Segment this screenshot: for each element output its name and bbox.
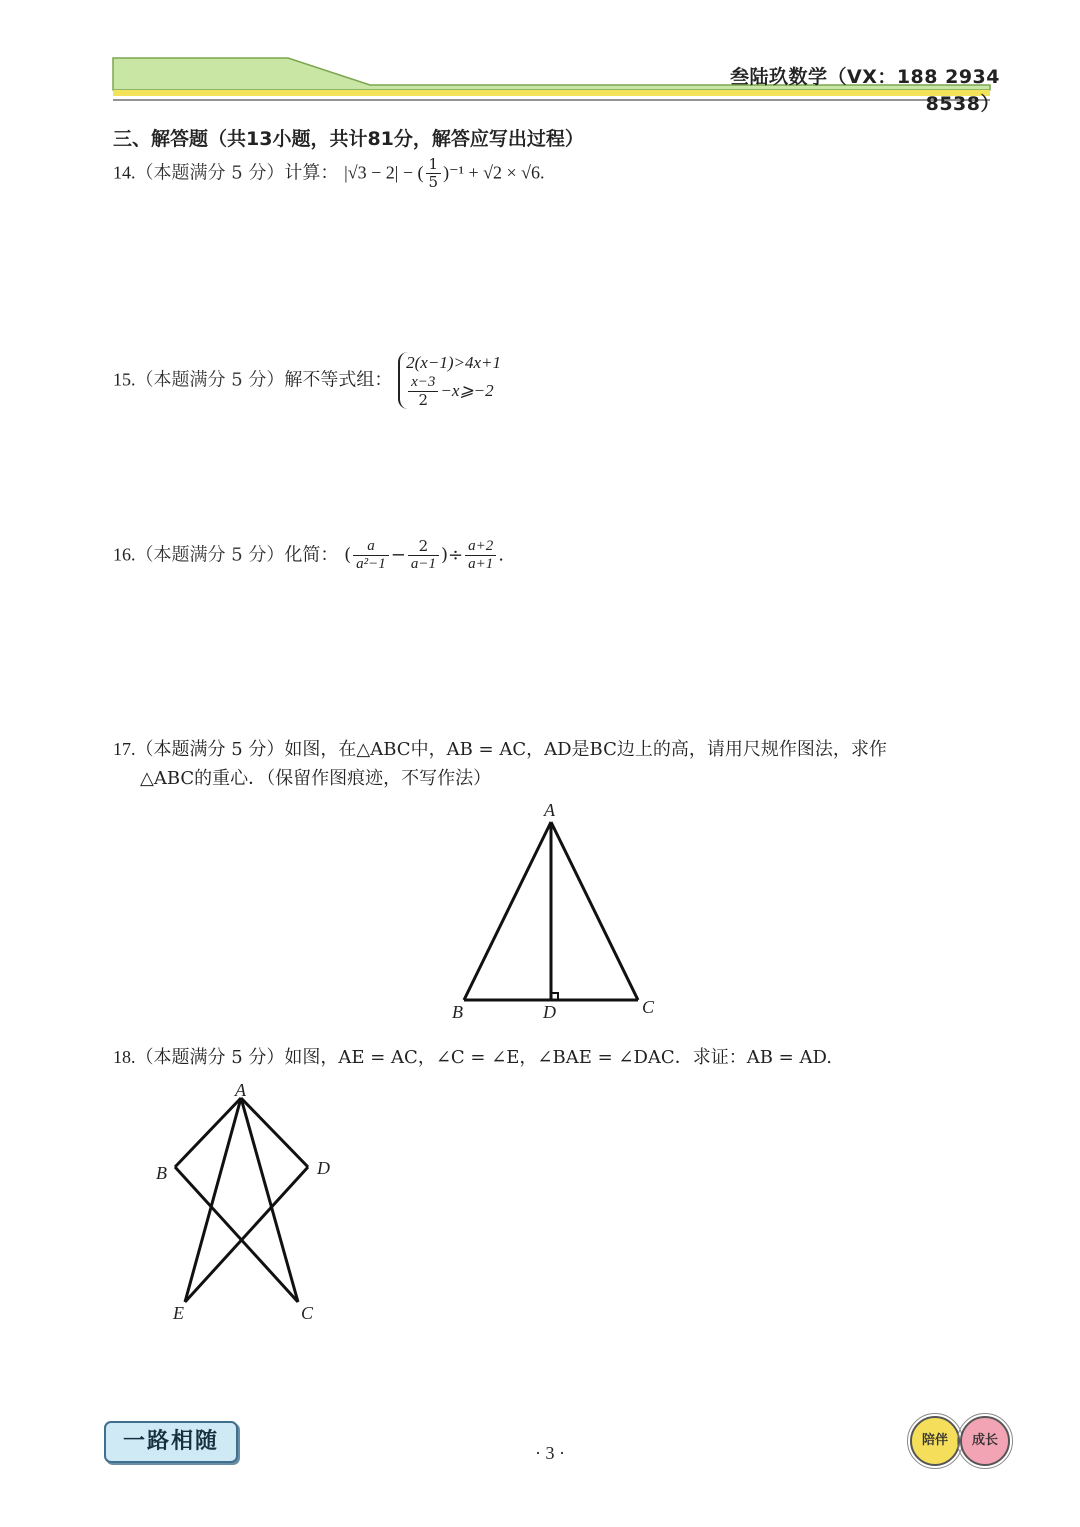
q16-f2-num: 2 [408,538,439,556]
q16-fraction-2 [408,538,439,573]
question-18 [113,1043,832,1072]
q16-f1-den: a²−1 [356,556,386,572]
q15-inequality-system [398,352,501,409]
q16-f2-den: a−1 [410,556,437,572]
q14-points: （本题满分 5 分） [135,162,285,184]
q15-frac-num: x−3 [408,374,438,392]
section-title: 三、解答题（共13小题，共计81分，解答应写出过程） [113,128,584,150]
footer-circle-right: 成长 [960,1416,1010,1466]
q14-frac-num: 1 [426,156,442,174]
q15-line2-rest: −x⩾−2 [440,381,494,400]
q15-frac-den: 2 [418,391,429,409]
q14-frac-den: 5 [428,173,439,191]
q16-minus: − [390,544,406,566]
q17-figure [440,800,670,1030]
q15-line1: 2(x−1)>4x+1 [406,353,501,372]
q18-label-a: A [235,1080,246,1100]
q16-instruction: 化简： [284,544,339,566]
q16-f3-num: a+2 [465,538,496,556]
header-brand: 叁陆玖数学（VX：188 2934 8538） [729,66,1000,115]
q15-fraction [408,374,438,409]
q17-side-ab [464,822,551,1000]
question-17-line2: △ABC的重心．（保留作图痕迹，不写作法） [140,768,492,789]
q17-label-c: C [642,997,655,1017]
q16-fraction-1 [353,538,389,573]
q14-expr-start: |√3 − 2| − ( [344,162,424,183]
q16-open: ( [344,544,352,566]
q14-fraction [426,156,442,191]
q18-label-b: B [156,1163,167,1183]
q14-number: 14. [113,162,136,183]
question-16 [113,538,504,573]
q17-number: 17. [113,739,136,759]
q18-label-e: E [173,1303,184,1323]
q18-figure [150,1080,350,1320]
q18-number: 18. [113,1047,136,1067]
q16-number: 16. [113,544,136,565]
q14-instruction: 计算： [284,162,339,184]
question-17 [113,735,887,764]
q15-line2 [406,374,501,409]
q15-number: 15. [113,369,136,390]
q17-label-a: A [544,800,555,820]
q17-label-d: D [543,1002,556,1022]
q14-expr-end: )⁻¹ + √2 × √6. [443,162,545,183]
q16-fraction-3 [465,538,496,573]
q16-f3-den: a+1 [468,556,494,572]
question-15 [113,352,501,409]
q15-instruction: 解不等式组： [284,369,393,391]
q16-f1-num: a [353,538,389,556]
question-14 [113,156,545,191]
q17-label-b: B [452,1002,463,1022]
footer-badge: 一路相随 [104,1421,238,1463]
footer-circle-left: 陪伴 [910,1416,960,1466]
q15-points: （本题满分 5 分） [135,369,285,391]
q17-side-ac [551,822,638,1000]
q18-label-d: D [317,1158,330,1178]
q16-close-div: )÷ [441,544,464,566]
q16-end: . [498,544,504,566]
q18-line1: （本题满分 5 分）如图，AE = AC，∠C = ∠E，∠BAE = ∠DAC．求证：AB = AD. [135,1047,832,1068]
page-number: · 3 · [535,1443,565,1463]
q18-label-c: C [301,1303,314,1323]
q16-points: （本题满分 5 分） [135,544,285,566]
q17-line1: （本题满分 5 分）如图，在△ABC中，AB = AC，AD是BC边上的高，请用尺规作图法，求作 [135,739,887,760]
